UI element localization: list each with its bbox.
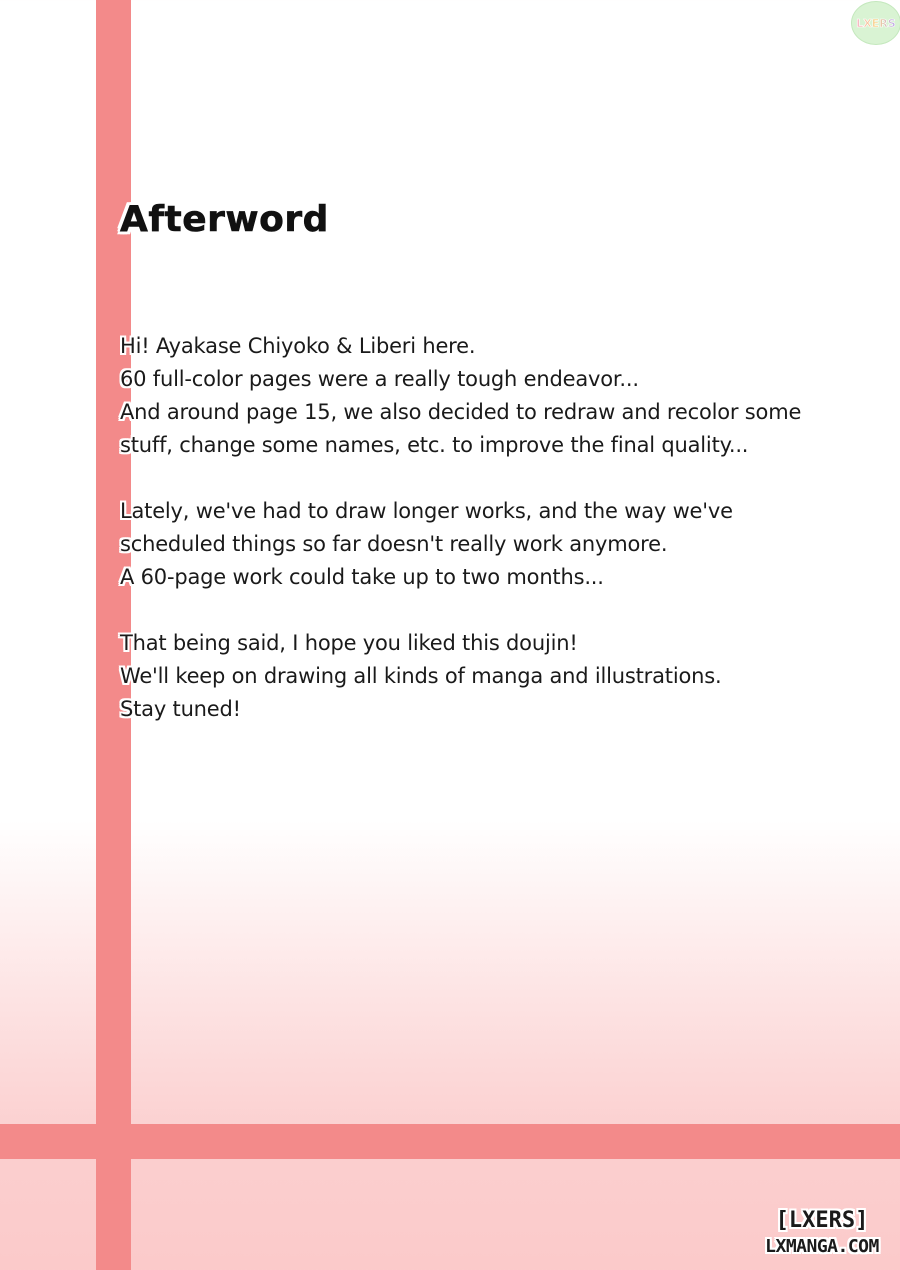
lxers-logo-icon	[856, 13, 896, 33]
watermark-site-url: LXMANGA.COM	[765, 1236, 879, 1257]
afterword-body	[120, 330, 860, 759]
text-line: That being said, I hope you liked this doujin!	[120, 631, 578, 655]
watermark-group-name: [LXERS]	[775, 1208, 869, 1233]
text-line: scheduled things so far doesn't really work anymore.	[120, 532, 668, 556]
text-line: 60 full-color pages were a really tough endeavor...	[120, 367, 639, 391]
site-watermark	[752, 1207, 892, 1259]
paragraph	[120, 330, 860, 462]
page-title: Afterword	[120, 199, 329, 240]
text-line: stuff, change some names, etc. to improve the final quality...	[120, 433, 749, 457]
text-line: Lately, we've had to draw longer works, and the way we've	[120, 499, 733, 523]
text-line: Hi! Ayakase Chiyoko & Liberi here.	[120, 334, 476, 358]
text-line: And around page 15, we also decided to redraw and recolor some	[120, 400, 802, 424]
paragraph	[120, 495, 860, 594]
horizontal-decorative-stripe	[0, 1124, 900, 1159]
text-line: Stay tuned!	[120, 697, 241, 721]
text-line: We'll keep on drawing all kinds of manga and illustrations.	[120, 664, 722, 688]
text-line: A 60-page work could take up to two months...	[120, 565, 604, 589]
svg-text:LXERS: LXERS	[856, 17, 896, 30]
paragraph	[120, 627, 860, 726]
lxers-logo-badge	[851, 1, 900, 45]
